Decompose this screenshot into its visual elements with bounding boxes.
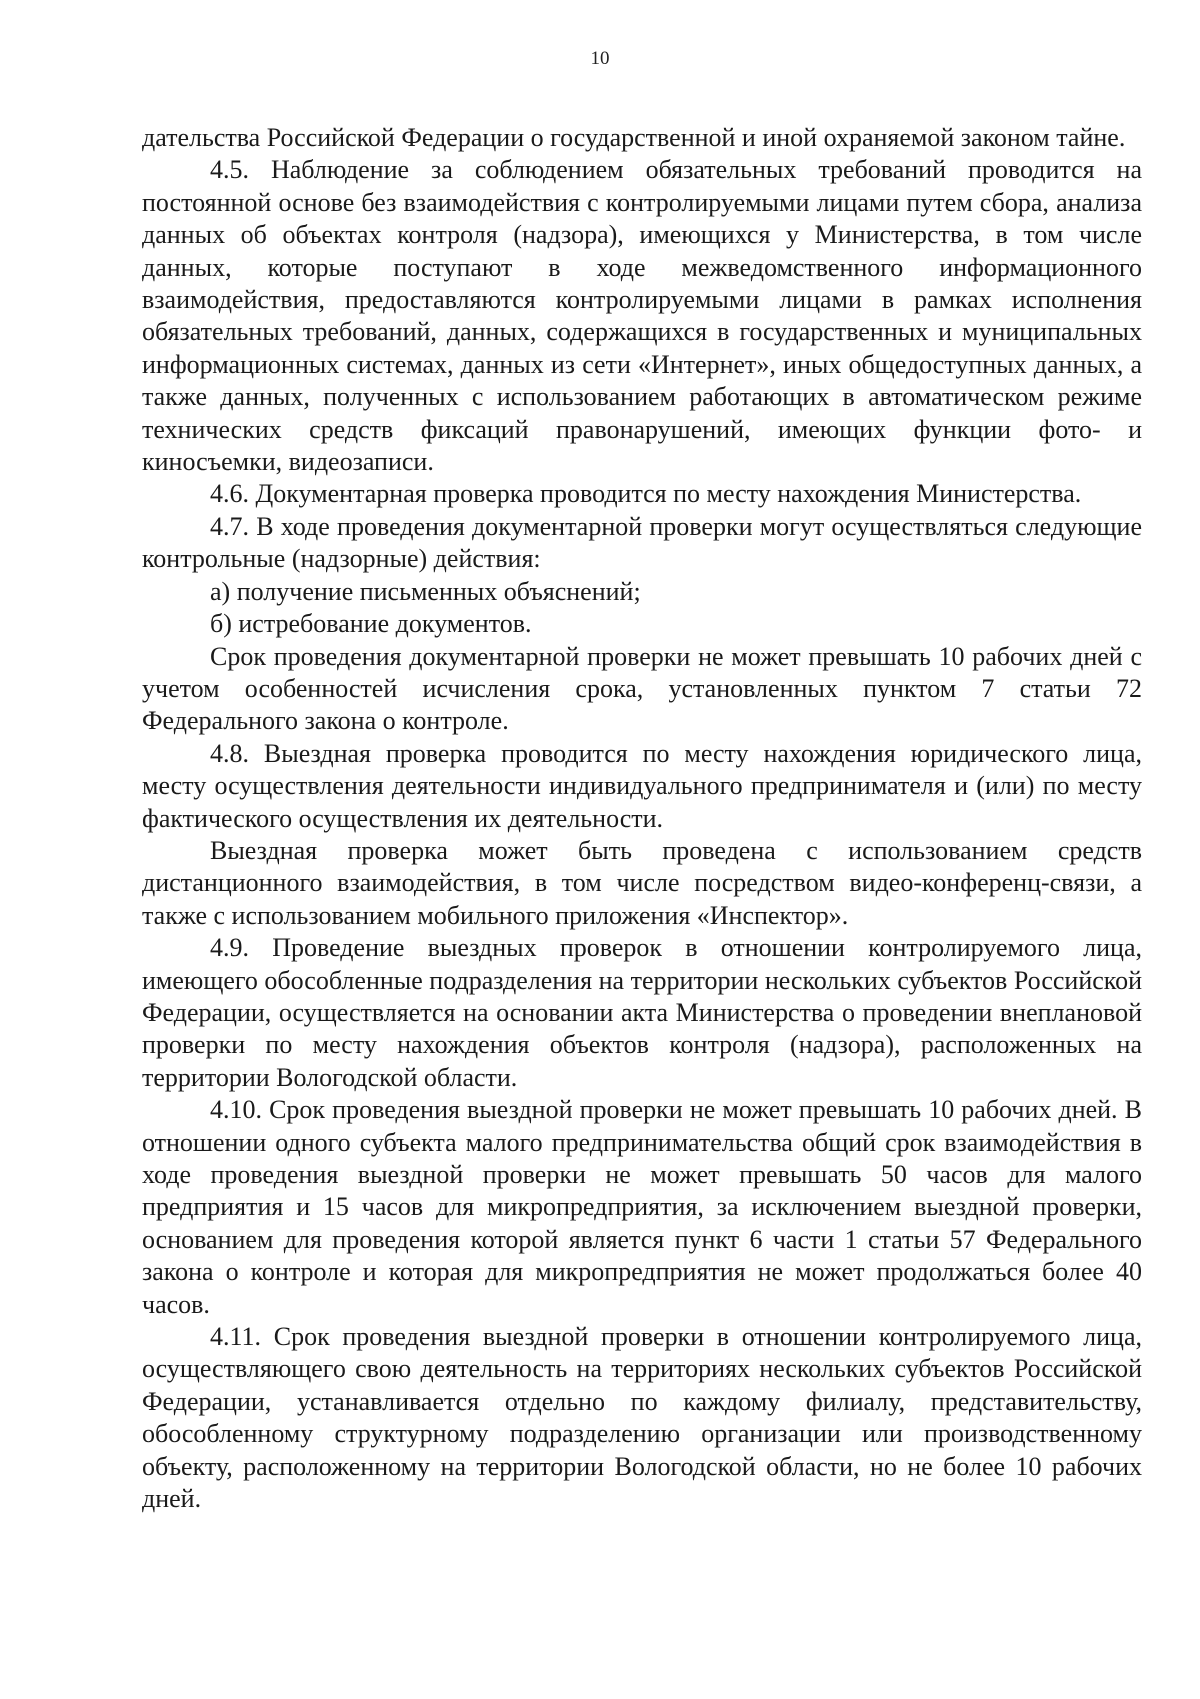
list-item-a: а) получение письменных объяснений; [210,576,641,606]
list-item-b: б) истребование документов. [210,609,532,639]
paragraph-4-7: 4.7. В ходе проведения документарной проверки могут осуществляться следующие контрольные (надзорные) действия: [142,511,1142,574]
paragraph-4-6: 4.6. Документарная проверка проводится по месту нахождения Министерства. [210,479,1082,509]
paragraph-4-9: 4.9. Проведение выездных проверок в отношении контролируемого лица, имеющего обособленные подразделения на территории нескольких субъектов Российской Федерации, осуществляется на основании акта Министерства о проведении внеплановой проверки по месту нахождения объектов контроля (надзора), расположенных на территории Вологодской области. [142,933,1142,1092]
paragraph-documentary-term: Срок проведения документарной проверки не может превышать 10 рабочих дней с учетом особенностей исчисления срока, установленных пунктом 7 статьи 72 Федерального закона о контроле. [142,641,1142,736]
paragraph-4-5: 4.5. Наблюдение за соблюдением обязательных требований проводится на постоянной основе без взаимодействия с контролируемыми лицами путем сбора, анализа данных об объектах контроля (надзора), имеющихся у Министерства, в том числе данных, которые поступают в ходе межведомственного информационного взаимодействия, предоставляются контролируемыми лицами в рамках исполнения обязательных требований, данных, содержащихся в государственных и муниципальных информационных системах, данных из сети «Интернет», иных общедоступных данных, а также данных, полученных с использованием работающих в автоматическом режиме технических средств фиксаций правонарушений, имеющих функции фото- и киносъемки, видеозаписи. [142,155,1142,477]
paragraph-4-11: 4.11. Срок проведения выездной проверки в отношении контролируемого лица, осуществляющего свою деятельность на территориях нескольких субъектов Российской Федерации, устанавливается отдельно по каждому филиалу, представительству, обособленному структурному подразделению организации или производственному объекту, расположенному на территории Вологодской области, но не более 10 рабочих дней. [142,1322,1142,1514]
paragraph-continuation: дательства Российской Федерации о государственной и иной охраняемой законом тайне. [142,123,1126,152]
document-body [142,122,1142,1515]
page-number: 10 [590,48,610,69]
paragraph-4-10: 4.10. Срок проведения выездной проверки не может превышать 10 рабочих дней. В отношении одного субъекта малого предпринимательства общий срок взаимодействия в ходе проведения выездной проверки не может превышать 50 часов для малого предприятия и 15 часов для микропредприятия, за исключением выездной проверки, основанием для проведения которой является пункт 6 части 1 статьи 57 Федерального закона о контроле и которая для микропредприятия не может продолжаться более 40 часов. [142,1095,1142,1319]
paragraph-remote-inspection: Выездная проверка может быть проведена с использованием средств дистанционного взаимодействия, в том числе посредством видео-конференц-связи, а также с использованием мобильного приложения «Инспектор». [142,835,1142,930]
paragraph-4-8: 4.8. Выездная проверка проводится по месту нахождения юридического лица, месту осуществления деятельности индивидуального предпринимателя и (или) по месту фактического осуществления их деятельности. [142,738,1142,833]
